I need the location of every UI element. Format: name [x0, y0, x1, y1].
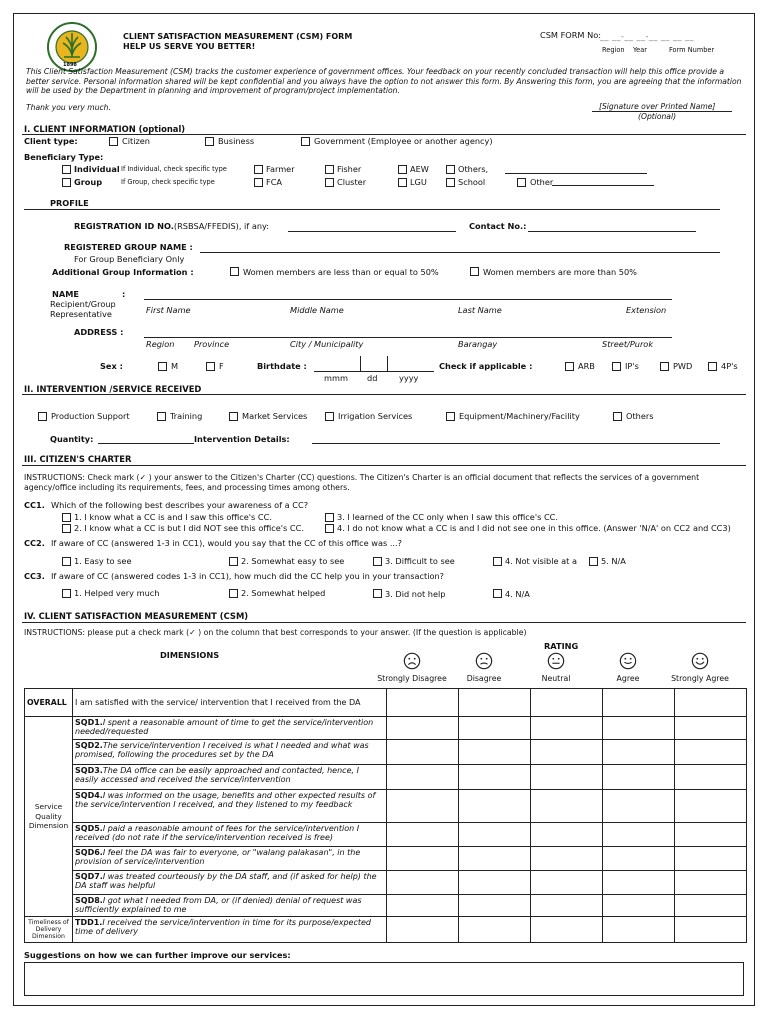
- section3-title: III. CITIZEN'S CHARTER: [24, 454, 132, 464]
- cc1-opt3-label: 3. I learned of the CC only when I saw this office's CC.: [337, 512, 558, 522]
- ip-label: IP's: [625, 361, 639, 371]
- cc1-opt4-label: 4. I do not know what a CC is and I did not see one in this office. (Answer 'N/A' on CC2 and CC3): [337, 523, 731, 533]
- birthdate-field[interactable]: [314, 356, 434, 372]
- others-service-checkbox[interactable]: [613, 412, 622, 421]
- rating-cell[interactable]: [387, 740, 459, 765]
- market-services-checkbox[interactable]: [229, 412, 238, 421]
- quantity-label: Quantity:: [50, 434, 94, 444]
- rating-face-icon: [619, 652, 637, 670]
- sex-m-label: M: [171, 361, 179, 371]
- rating-cell[interactable]: [387, 847, 459, 871]
- rating-cell[interactable]: [603, 871, 675, 895]
- rating-cell[interactable]: [387, 823, 459, 847]
- overall-text: I am satisfied with the service/ intervention that I received from the DA: [73, 689, 387, 717]
- overall-label: OVERALL: [25, 689, 73, 717]
- recipient-label-1: Recipient/Group: [50, 299, 116, 309]
- others-checkbox[interactable]: [446, 165, 455, 174]
- signature-label: [Signature over Printed Name]: [599, 102, 716, 111]
- rating-cell[interactable]: [603, 917, 675, 943]
- cc2-question: If aware of CC (answered 1-3 in CC1), would you say that the CC of this office was ...?: [51, 538, 402, 548]
- cc-instructions: INSTRUCTIONS: Check mark (✓ ) your answer to the Citizen's Charter (CC) questions. The Citizen's Charter is an official document that reflects the services of a government agency/office including its requirements, fees, and processing times among others.: [24, 473, 700, 492]
- divider: [22, 622, 746, 623]
- rating-face-icon: [475, 652, 493, 670]
- lgu-checkbox[interactable]: [398, 178, 407, 187]
- reg-id-bold: REGISTRATION ID NO.: [74, 221, 174, 231]
- street-caption: Street/Purok: [602, 339, 654, 349]
- csm-form-page: [13, 13, 755, 1006]
- fca-checkbox[interactable]: [254, 178, 263, 187]
- other-group-label: Other: [530, 177, 554, 187]
- government-checkbox[interactable]: [301, 137, 310, 146]
- irrigation-label: Irrigation Services: [338, 411, 413, 421]
- rating-cell[interactable]: [675, 740, 747, 765]
- divider: [22, 134, 746, 135]
- intro-paragraph: This Client Satisfaction Measurement (CSM) tracks the customer experience of government offices. Your feedback on your recently concluded transaction will help this office provide a better service. Personal information shared will be kept confidential and you always have the option to not answer this form. By Answering this form, you are agreeing that the information will be used by the Department in planning and improvement of program/project implementation.: [26, 67, 742, 95]
- business-label: Business: [218, 136, 255, 146]
- rating-cell[interactable]: [603, 847, 675, 871]
- question-text: I was treated courteously by the DA staff, and (if asked for help) the DA staff was helpful: [75, 872, 377, 891]
- cc3-opt2-checkbox[interactable]: [229, 589, 238, 598]
- arb-label: ARB: [578, 361, 595, 371]
- rating-cell[interactable]: [603, 895, 675, 917]
- rating-scale-label: Neutral: [541, 674, 571, 683]
- cc3-question: If aware of CC (answered codes 1-3 in CC1), how much did the CC help you in your transaction?: [51, 571, 445, 581]
- rating-cell[interactable]: [387, 871, 459, 895]
- market-services-label: Market Services: [242, 411, 308, 421]
- question-cell: [73, 847, 387, 871]
- rating-cell[interactable]: [459, 847, 531, 871]
- dimensions-heading: DIMENSIONS: [160, 650, 220, 660]
- women-le-checkbox[interactable]: [230, 267, 239, 276]
- group-name-note: For Group Beneficiary Only: [74, 254, 185, 264]
- form-title: CLIENT SATISFACTION MEASUREMENT (CSM) FORM: [123, 32, 353, 41]
- rating-cell[interactable]: [603, 823, 675, 847]
- name-field[interactable]: [144, 299, 672, 300]
- cc2-opt4-checkbox[interactable]: [493, 557, 502, 566]
- table-row: [25, 740, 747, 765]
- cluster-label: Cluster: [337, 177, 367, 187]
- timeliness-label: Timeliness of Delivery Dimension: [25, 917, 73, 943]
- rating-cell[interactable]: [675, 717, 747, 740]
- cc2-opt1-checkbox[interactable]: [62, 557, 71, 566]
- individual-checkbox[interactable]: [62, 165, 71, 174]
- rating-cell[interactable]: [675, 790, 747, 823]
- rating-cell[interactable]: [531, 895, 603, 917]
- rating-cell[interactable]: [531, 717, 603, 740]
- form-no-number: Form Number: [669, 46, 715, 54]
- other-group-checkbox[interactable]: [517, 178, 526, 187]
- sex-f-label: F: [219, 361, 224, 371]
- farmer-checkbox[interactable]: [254, 165, 263, 174]
- 4ps-checkbox[interactable]: [708, 362, 717, 371]
- question-cell: [73, 871, 387, 895]
- rating-cell[interactable]: [675, 917, 747, 943]
- table-row: [25, 717, 747, 740]
- women-gt-checkbox[interactable]: [470, 267, 479, 276]
- cc3-label: CC3.: [24, 571, 45, 581]
- beneficiary-type-label: Beneficiary Type:: [24, 152, 104, 162]
- logo-year: 1898: [63, 62, 77, 68]
- form-no-year: Year: [633, 46, 647, 54]
- csm-instructions: INSTRUCTIONS: please put a check mark (✓ ) on the column that best corresponds to your answer. (If the question is applicable): [24, 628, 527, 637]
- table-row: [25, 765, 747, 790]
- citizen-checkbox[interactable]: [109, 137, 118, 146]
- cc3-opt1-checkbox[interactable]: [62, 589, 71, 598]
- city-caption: City / Municipality: [290, 339, 364, 349]
- rating-cell[interactable]: [459, 765, 531, 790]
- table-row: [25, 847, 747, 871]
- suggestions-box[interactable]: [24, 962, 744, 996]
- rating-cell[interactable]: [387, 765, 459, 790]
- 4ps-label: 4P's: [721, 361, 738, 371]
- question-cell: [73, 790, 387, 823]
- question-code: SQD8.: [75, 896, 103, 905]
- cluster-checkbox[interactable]: [325, 178, 334, 187]
- rating-cell[interactable]: [675, 871, 747, 895]
- rating-cell[interactable]: [603, 689, 675, 717]
- table-row: [25, 689, 747, 717]
- service-quality-label: Service Quality Dimension: [25, 717, 73, 917]
- farmer-label: Farmer: [266, 164, 295, 174]
- production-support-label: Production Support: [51, 411, 130, 421]
- rating-cell[interactable]: [531, 740, 603, 765]
- rating-cell[interactable]: [603, 790, 675, 823]
- cc1-label: CC1.: [24, 500, 45, 510]
- irrigation-checkbox[interactable]: [325, 412, 334, 421]
- section2-title: II. INTERVENTION /SERVICE RECEIVED: [24, 384, 202, 394]
- question-code: SQD7.: [75, 872, 103, 881]
- question-cell: [73, 823, 387, 847]
- rating-cell[interactable]: [459, 895, 531, 917]
- name-colon: :: [122, 289, 126, 299]
- equipment-checkbox[interactable]: [446, 412, 455, 421]
- question-code: SQD5.: [75, 824, 103, 833]
- individual-note: If Individual, check specific type: [121, 165, 227, 173]
- quantity-field[interactable]: [98, 443, 194, 444]
- client-type-label: Client type:: [24, 136, 78, 146]
- rating-cell[interactable]: [459, 740, 531, 765]
- signature-optional: (Optional): [638, 112, 677, 121]
- region-caption: Region: [146, 339, 175, 349]
- question-text: I feel the DA was fair to everyone, or "walang palakasan", in the provision of service/intervention: [75, 848, 361, 867]
- intervention-details-label: Intervention Details:: [194, 434, 290, 444]
- divider: [22, 394, 746, 395]
- group-label: Group: [74, 177, 103, 187]
- birthdate-dd: dd: [367, 373, 378, 383]
- divider: [22, 465, 746, 466]
- thank-you: Thank you very much.: [26, 103, 111, 112]
- group-name-field[interactable]: [200, 252, 720, 253]
- question-code: SQD6.: [75, 848, 103, 857]
- table-row: [25, 895, 747, 917]
- rating-cell[interactable]: [387, 895, 459, 917]
- question-code: SQD3.: [75, 766, 103, 775]
- intervention-details-field[interactable]: [312, 443, 720, 444]
- question-cell: [73, 717, 387, 740]
- rating-cell[interactable]: [675, 895, 747, 917]
- others-specify-line[interactable]: [505, 173, 647, 174]
- lgu-label: LGU: [410, 177, 427, 187]
- rating-face-icon: [547, 652, 565, 670]
- individual-label: Individual: [74, 164, 120, 174]
- question-code: SQD4.: [75, 791, 103, 800]
- sex-m-checkbox[interactable]: [158, 362, 167, 371]
- pwd-label: PWD: [673, 361, 693, 371]
- fca-label: FCA: [266, 177, 283, 187]
- rating-cell[interactable]: [531, 823, 603, 847]
- last-name-caption: Last Name: [458, 305, 502, 315]
- cc1-opt3-checkbox[interactable]: [325, 513, 334, 522]
- cc2-opt5-label: 5. N/A: [601, 556, 626, 566]
- government-label: Government (Employee or another agency): [314, 136, 493, 146]
- name-label: NAME: [52, 289, 79, 299]
- contact-field[interactable]: [528, 231, 696, 232]
- check-applicable-label: Check if applicable :: [439, 361, 533, 371]
- question-text: The service/intervention I received is what I needed and what was promised, following the procedures set by the DA: [75, 741, 369, 760]
- province-caption: Province: [194, 339, 230, 349]
- cc1-opt2-label: 2. I know what a CC is but I did NOT see this office's CC.: [74, 523, 304, 533]
- cc2-opt1-label: 1. Easy to see: [74, 556, 132, 566]
- table-row: [25, 871, 747, 895]
- rating-scale-label: Strongly Agree: [671, 674, 729, 683]
- birthdate-divider-2: [387, 356, 388, 372]
- birthdate-mmm: mmm: [324, 373, 348, 383]
- contact-label: Contact No.:: [469, 221, 527, 231]
- rating-cell[interactable]: [675, 765, 747, 790]
- csm-form-no-field[interactable]: __ __-__ __-__ __ __ __: [600, 32, 694, 41]
- question-code: SQD2.: [75, 741, 103, 750]
- cc2-opt2-label: 2. Somewhat easy to see: [241, 556, 345, 566]
- address-field[interactable]: [144, 337, 672, 338]
- rating-cell[interactable]: [675, 823, 747, 847]
- recipient-label-2: Representative: [50, 309, 112, 319]
- training-label: Training: [170, 411, 203, 421]
- rating-cell[interactable]: [531, 790, 603, 823]
- cc3-opt3-checkbox[interactable]: [373, 589, 382, 598]
- rating-cell[interactable]: [675, 689, 747, 717]
- additional-info-label: Additional Group Information :: [52, 267, 194, 277]
- question-cell: [73, 740, 387, 765]
- pwd-checkbox[interactable]: [660, 362, 669, 371]
- cc1-opt1-checkbox[interactable]: [62, 513, 71, 522]
- cc3-opt4-label: 4. N/A: [505, 589, 530, 599]
- question-text: I received the service/intervention in time for its purpose/expected time of delivery: [75, 918, 371, 937]
- rating-heading: RATING: [544, 641, 579, 651]
- rating-cell[interactable]: [531, 871, 603, 895]
- barangay-caption: Barangay: [458, 339, 498, 349]
- rating-face-icon: [691, 652, 709, 670]
- csm-rating-table: [24, 688, 747, 943]
- training-checkbox[interactable]: [157, 412, 166, 421]
- question-cell: [73, 895, 387, 917]
- cc1-opt4-checkbox[interactable]: [325, 524, 334, 533]
- question-text: I spent a reasonable amount of time to get the service/intervention needed/requested: [75, 718, 374, 737]
- aew-label: AEW: [410, 164, 429, 174]
- sex-f-checkbox[interactable]: [206, 362, 215, 371]
- fisher-label: Fisher: [337, 164, 362, 174]
- group-name-label: REGISTERED GROUP NAME :: [64, 242, 193, 252]
- cc2-opt5-checkbox[interactable]: [589, 557, 598, 566]
- rating-cell[interactable]: [675, 847, 747, 871]
- group-checkbox[interactable]: [62, 178, 71, 187]
- suggestions-label: Suggestions on how we can further improve our services:: [24, 950, 291, 960]
- reg-id-suffix: (RSBSA/FFEDIS), if any:: [173, 221, 270, 231]
- rating-cell[interactable]: [531, 917, 603, 943]
- question-text: The DA office can be easily approached and contacted, hence, I easily accessed and received the service/intervention: [75, 766, 359, 785]
- cc1-opt2-checkbox[interactable]: [62, 524, 71, 533]
- rating-cell[interactable]: [387, 717, 459, 740]
- cc3-opt1-label: 1. Helped very much: [74, 588, 160, 598]
- rating-cell[interactable]: [531, 689, 603, 717]
- rating-cell[interactable]: [459, 717, 531, 740]
- rating-cell[interactable]: [387, 790, 459, 823]
- equipment-label: Equipment/Machinery/Facility: [459, 411, 580, 421]
- ip-checkbox[interactable]: [612, 362, 621, 371]
- other-group-specify-line[interactable]: [552, 185, 654, 186]
- rating-scale-label: Strongly Disagree: [377, 674, 447, 683]
- address-label: ADDRESS :: [74, 327, 124, 337]
- section1-title: I. CLIENT INFORMATION (optional): [24, 124, 186, 134]
- registration-id-label: [74, 221, 269, 231]
- section4-title: IV. CLIENT SATISFACTION MEASUREMENT (CSM): [24, 611, 249, 621]
- cc2-opt3-checkbox[interactable]: [373, 557, 382, 566]
- women-gt-label: Women members are more than 50%: [483, 267, 637, 277]
- aew-checkbox[interactable]: [398, 165, 407, 174]
- business-checkbox[interactable]: [205, 137, 214, 146]
- rating-face-icon: [403, 652, 421, 670]
- cc1-question: Which of the following best describes your awareness of a CC?: [51, 500, 309, 510]
- citizen-label: Citizen: [122, 136, 151, 146]
- sex-label: Sex :: [100, 361, 123, 371]
- school-label: School: [458, 177, 486, 187]
- extension-caption: Extension: [626, 305, 667, 315]
- birthdate-label: Birthdate :: [257, 361, 307, 371]
- question-code: TDD1.: [75, 918, 103, 927]
- profile-underline: [24, 209, 720, 210]
- question-text: I got what I needed from DA, or (if denied) denial of request was sufficiently explained to me: [75, 896, 362, 915]
- cc2-opt3-label: 3. Difficult to see: [385, 556, 455, 566]
- others-service-label: Others: [626, 411, 654, 421]
- rating-cell[interactable]: [459, 871, 531, 895]
- form-subtitle: HELP US SERVE YOU BETTER!: [123, 42, 256, 51]
- cc2-label: CC2.: [24, 538, 45, 548]
- table-row: [25, 917, 747, 943]
- cc2-opt4-label: 4. Not visible at a: [505, 556, 577, 566]
- school-checkbox[interactable]: [446, 178, 455, 187]
- rating-cell[interactable]: [531, 765, 603, 790]
- rating-cell[interactable]: [387, 689, 459, 717]
- table-row: [25, 823, 747, 847]
- registration-id-field[interactable]: [288, 231, 456, 232]
- form-no-region: Region: [602, 46, 625, 54]
- rating-scale-label: Agree: [616, 674, 640, 683]
- rating-cell[interactable]: [459, 823, 531, 847]
- rating-cell[interactable]: [459, 917, 531, 943]
- rating-cell[interactable]: [387, 917, 459, 943]
- rating-cell[interactable]: [459, 689, 531, 717]
- rating-cell[interactable]: [459, 790, 531, 823]
- group-note: If Group, check specific type: [121, 178, 215, 186]
- rating-cell[interactable]: [531, 847, 603, 871]
- profile-heading: PROFILE: [50, 198, 89, 208]
- birthdate-yyyy: yyyy: [399, 373, 419, 383]
- middle-name-caption: Middle Name: [290, 305, 344, 315]
- rating-cell[interactable]: [603, 740, 675, 765]
- rating-cell[interactable]: [603, 765, 675, 790]
- rating-scale-label: Disagree: [466, 674, 502, 683]
- question-cell: [73, 917, 387, 943]
- cc1-opt1-label: 1. I know what a CC is and I saw this office's CC.: [74, 512, 272, 522]
- fisher-checkbox[interactable]: [325, 165, 334, 174]
- women-le-label: Women members are less than or equal to 50%: [243, 267, 439, 277]
- production-support-checkbox[interactable]: [38, 412, 47, 421]
- first-name-caption: First Name: [146, 305, 191, 315]
- question-text: I was informed on the usage, benefits and other expected results of the service/intervention I received, and they listened to my feedback: [75, 791, 376, 810]
- cc3-opt2-label: 2. Somewhat helped: [241, 588, 326, 598]
- csm-form-no-label: CSM FORM No:: [540, 30, 601, 40]
- question-text: I paid a reasonable amount of fees for the service/intervention I received (do not rate if the service/intervention received is free): [75, 824, 360, 843]
- question-cell: [73, 765, 387, 790]
- others-label: Others,: [458, 164, 489, 174]
- birthdate-divider-1: [360, 356, 361, 372]
- question-code: SQD1.: [75, 718, 103, 727]
- cc3-opt3-label: 3. Did not help: [385, 589, 446, 599]
- table-row: [25, 790, 747, 823]
- cc3-opt4-checkbox[interactable]: [493, 589, 502, 598]
- cc2-opt2-checkbox[interactable]: [229, 557, 238, 566]
- arb-checkbox[interactable]: [565, 362, 574, 371]
- rating-cell[interactable]: [603, 717, 675, 740]
